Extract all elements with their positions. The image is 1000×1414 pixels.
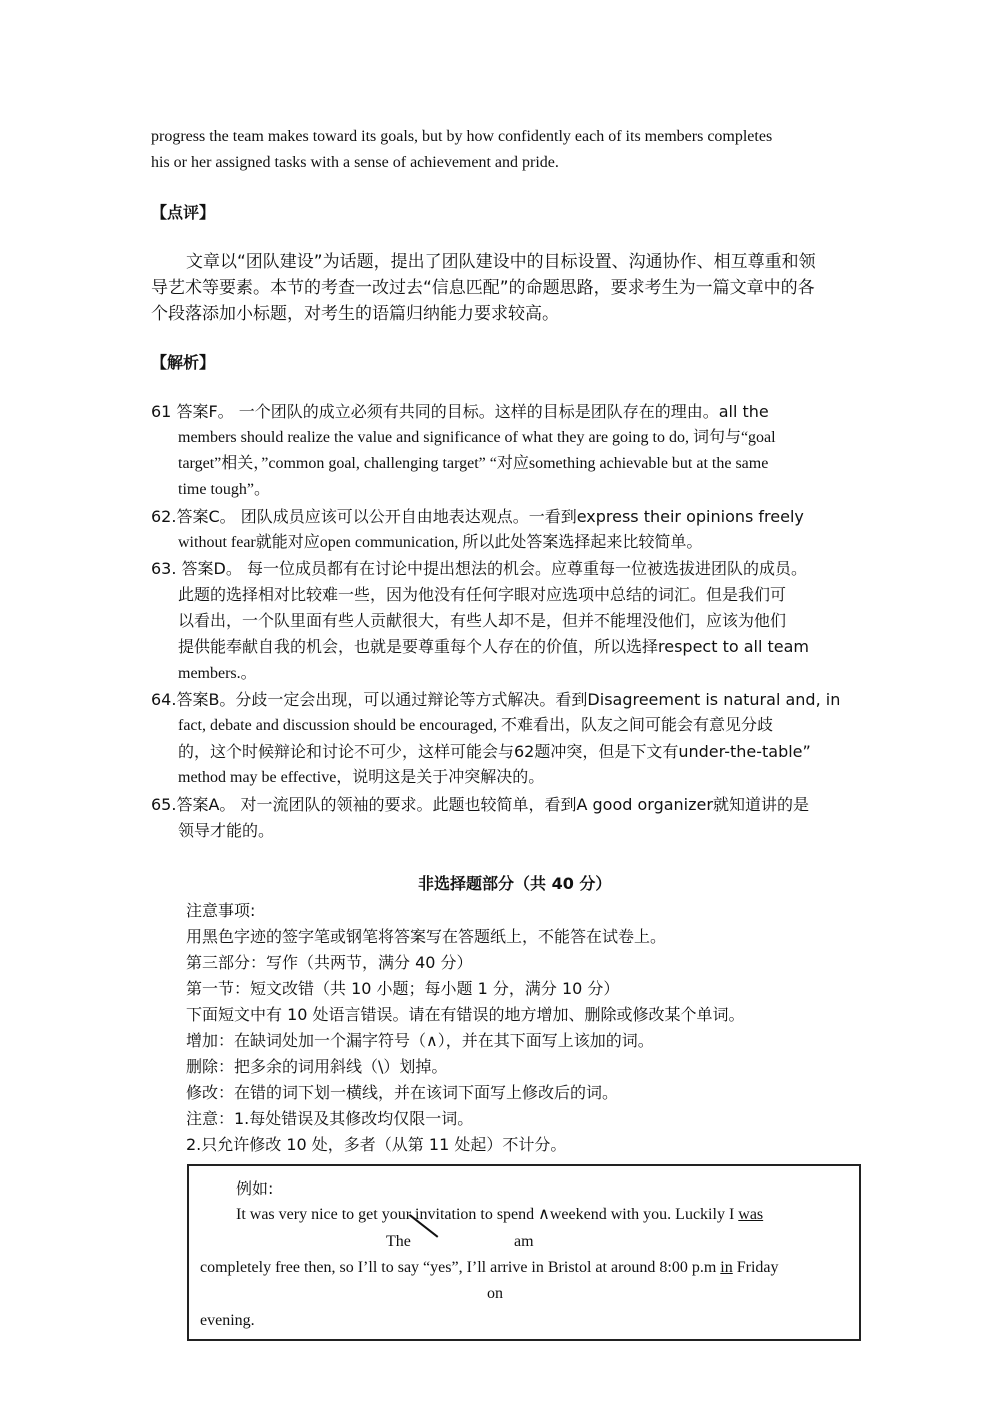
analysis-line: 61 答案F。 一个团队的成立必须有共同的目标。这样的目标是团队存在的理由。all the (151, 402, 769, 421)
error-word: was (738, 1206, 764, 1223)
comment-line: 个段落添加小标题，对考生的语篇归纳能力要求较高。 (151, 304, 559, 324)
instruction-line: 第三部分：写作（共两节，满分 40 分） (186, 953, 473, 972)
analysis-line: 此题的选择相对比较难一些，因为他没有任何字眼对应选项中总结的词汇。但是我们可 (178, 585, 787, 604)
analysis-line: 65.答案A。 对一流团队的领袖的要求。此题也较简单，看到A good organizer就知道讲的是 (151, 795, 809, 814)
analysis-line: 64.答案B。分歧一定会出现，可以通过辩论等方式解决。看到Disagreement is natural and, in (151, 690, 841, 709)
example-text: It was very nice to get your invitation to spend ∧weekend with you. Luckily I (236, 1206, 739, 1223)
analysis-line: time tough”。 (178, 481, 270, 498)
analysis-line: 领导才能的。 (178, 821, 275, 840)
analysis-heading: 【解析】 (151, 353, 216, 372)
instruction-line: 用黑色字迹的签字笔或钢笔将答案写在答题纸上，不能答在试卷上。 (186, 927, 667, 946)
instruction-line: 2.只允许修改 10 处，多者（从第 11 处起）不计分。 (186, 1135, 567, 1154)
example-text: completely free then, so I’ll to say “yes”, I’ll arrive in Bristol at around 8:00 p.m (200, 1259, 721, 1276)
example-line-2 (200, 1255, 779, 1281)
correction-word: am (514, 1233, 534, 1250)
correction-word: The (386, 1233, 411, 1250)
correction-word: on (487, 1285, 503, 1302)
analysis-line: 以看出，一个队里面有些人贡献很大，有些人却不是，但并不能埋没他们，应该为他们 (178, 611, 787, 630)
error-word: in (720, 1259, 733, 1276)
analysis-line: method may be effective，说明这是关于冲突解决的。 (178, 769, 545, 786)
analysis-line: target”相关，”common goal, challenging target” “对应something achievable but at the same (178, 455, 769, 472)
instruction-line: 注意事项: (186, 901, 256, 920)
example-line-3: evening. (200, 1312, 255, 1329)
comment-line: 导艺术等要素。本节的考查一改过去“信息匹配”的命题思路，要求考生为一篇文章中的各 (151, 278, 815, 298)
passage-line: progress the team makes toward its goals, but by how confidently each of its members completes (151, 128, 773, 145)
comment-line: 文章以“团队建设”为话题，提出了团队建设中的目标设置、沟通协作、相互尊重和领 (186, 252, 816, 272)
analysis-line: members.。 (178, 665, 257, 682)
passage-line: his or her assigned tasks with a sense of achievement and pride. (151, 154, 559, 171)
instruction-line: 删除：把多余的词用斜线（\）划掉。 (186, 1057, 448, 1076)
instruction-line: 注意：1.每处错误及其修改均仅限一词。 (186, 1109, 474, 1128)
section-title: 非选择题部分（共 40 分） (418, 874, 612, 893)
analysis-line: 63. 答案D。 每一位成员都有在讨论中提出想法的机会。应尊重每一位被选拔进团队的成员。 (151, 559, 807, 578)
example-label: 例如: (236, 1179, 274, 1198)
instruction-line: 修改：在错的词下划一横线，并在该词下面写上修改后的词。 (186, 1083, 619, 1102)
analysis-line: 提供能奉献自我的机会，也就是要尊重每个人存在的价值，所以选择respect to all team (178, 637, 810, 656)
analysis-line: members should realize the value and significance of what they are going to do, 词句与“goal (178, 429, 776, 446)
comment-heading: 【点评】 (151, 203, 216, 222)
analysis-line: 62.答案C。 团队成员应该可以公开自由地表达观点。一看到express their opinions freely (151, 507, 804, 526)
analysis-line: without fear就能对应open communication, 所以此处答案选择起来比较简单。 (178, 534, 703, 551)
instruction-line: 增加：在缺词处加一个漏字符号（∧），并在其下面写上该加的词。 (186, 1031, 654, 1050)
example-line-1 (236, 1202, 763, 1228)
instruction-line: 第一节：短文改错（共 10 小题；每小题 1 分，满分 10 分） (186, 979, 620, 998)
instruction-line: 下面短文中有 10 处语言错误。请在有错误的地方增加、删除或修改某个单词。 (186, 1005, 745, 1024)
analysis-line: 的，这个时候辩论和讨论不可少，这样可能会与62题冲突，但是下文有under-the-table” (178, 742, 811, 761)
analysis-line: fact, debate and discussion should be encouraged, 不难看出，队友之间可能会有意见分歧 (178, 717, 774, 734)
example-text: Friday (732, 1259, 779, 1276)
